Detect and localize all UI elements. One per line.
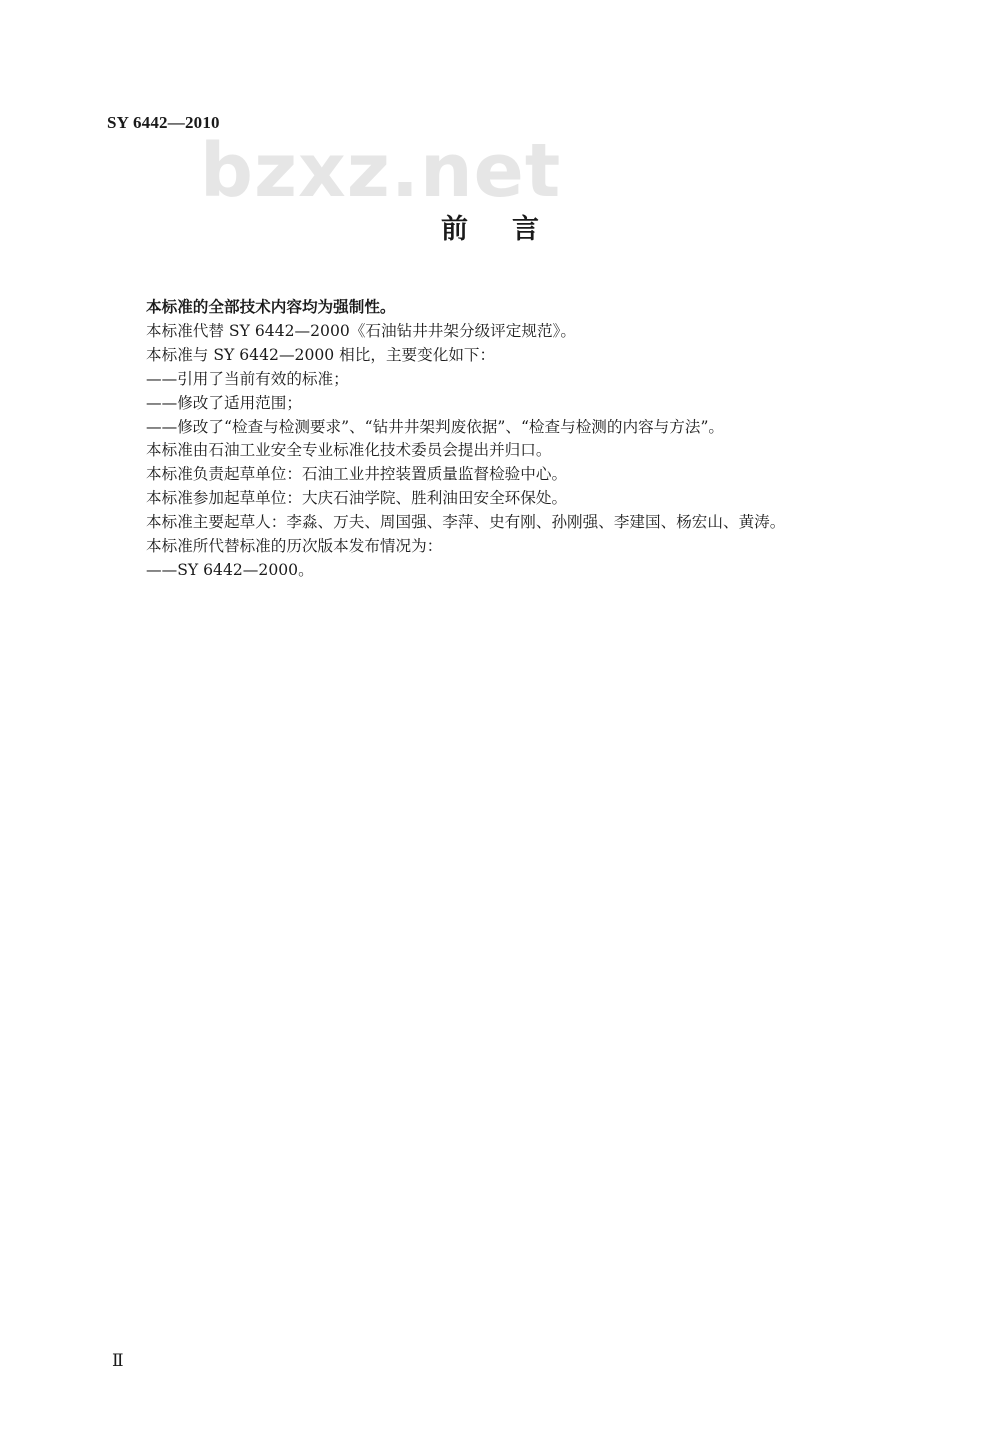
foreword-body: [146, 296, 926, 583]
paragraph-change-item: ——修改了“检查与检测要求”、“钻井井架判废依据”、“检查与检测的内容与方法”。: [146, 417, 725, 436]
paragraph-history-item: ——SY 6442—2000。: [146, 560, 314, 579]
paragraph-replaces: 本标准代替 SY 6442—2000《石油钻井井架分级评定规范》。: [146, 321, 576, 340]
paragraph-main-drafters: 本标准主要起草人：李淼、万夫、周国强、李萍、史有刚、孙刚强、李建国、杨宏山、黄涛。: [146, 513, 786, 532]
paragraph-change-item: ——修改了适用范围；: [146, 393, 302, 412]
paragraph-mandatory-notice: 本标准的全部技术内容均为强制性。: [146, 298, 396, 316]
paragraph-changes-intro: 本标准与 SY 6442—2000 相比，主要变化如下：: [146, 345, 496, 364]
watermark: bzxz.net: [200, 128, 562, 214]
paragraph-proposer: 本标准由石油工业安全专业标准化技术委员会提出并归口。: [146, 441, 552, 460]
paragraph-lead-drafter: 本标准负责起草单位：石油工业井控装置质量监督检验中心。: [146, 465, 568, 484]
paragraph-history-intro: 本标准所代替标准的历次版本发布情况为：: [146, 537, 443, 556]
paragraph-change-item: ——引用了当前有效的标准；: [146, 369, 349, 388]
paragraph-participating-drafters: 本标准参加起草单位：大庆石油学院、胜利油田安全环保处。: [146, 489, 568, 508]
standard-code: SY 6442—2010: [107, 113, 220, 132]
page-title: 前言: [441, 214, 583, 245]
page-number: Ⅱ: [112, 1351, 124, 1370]
